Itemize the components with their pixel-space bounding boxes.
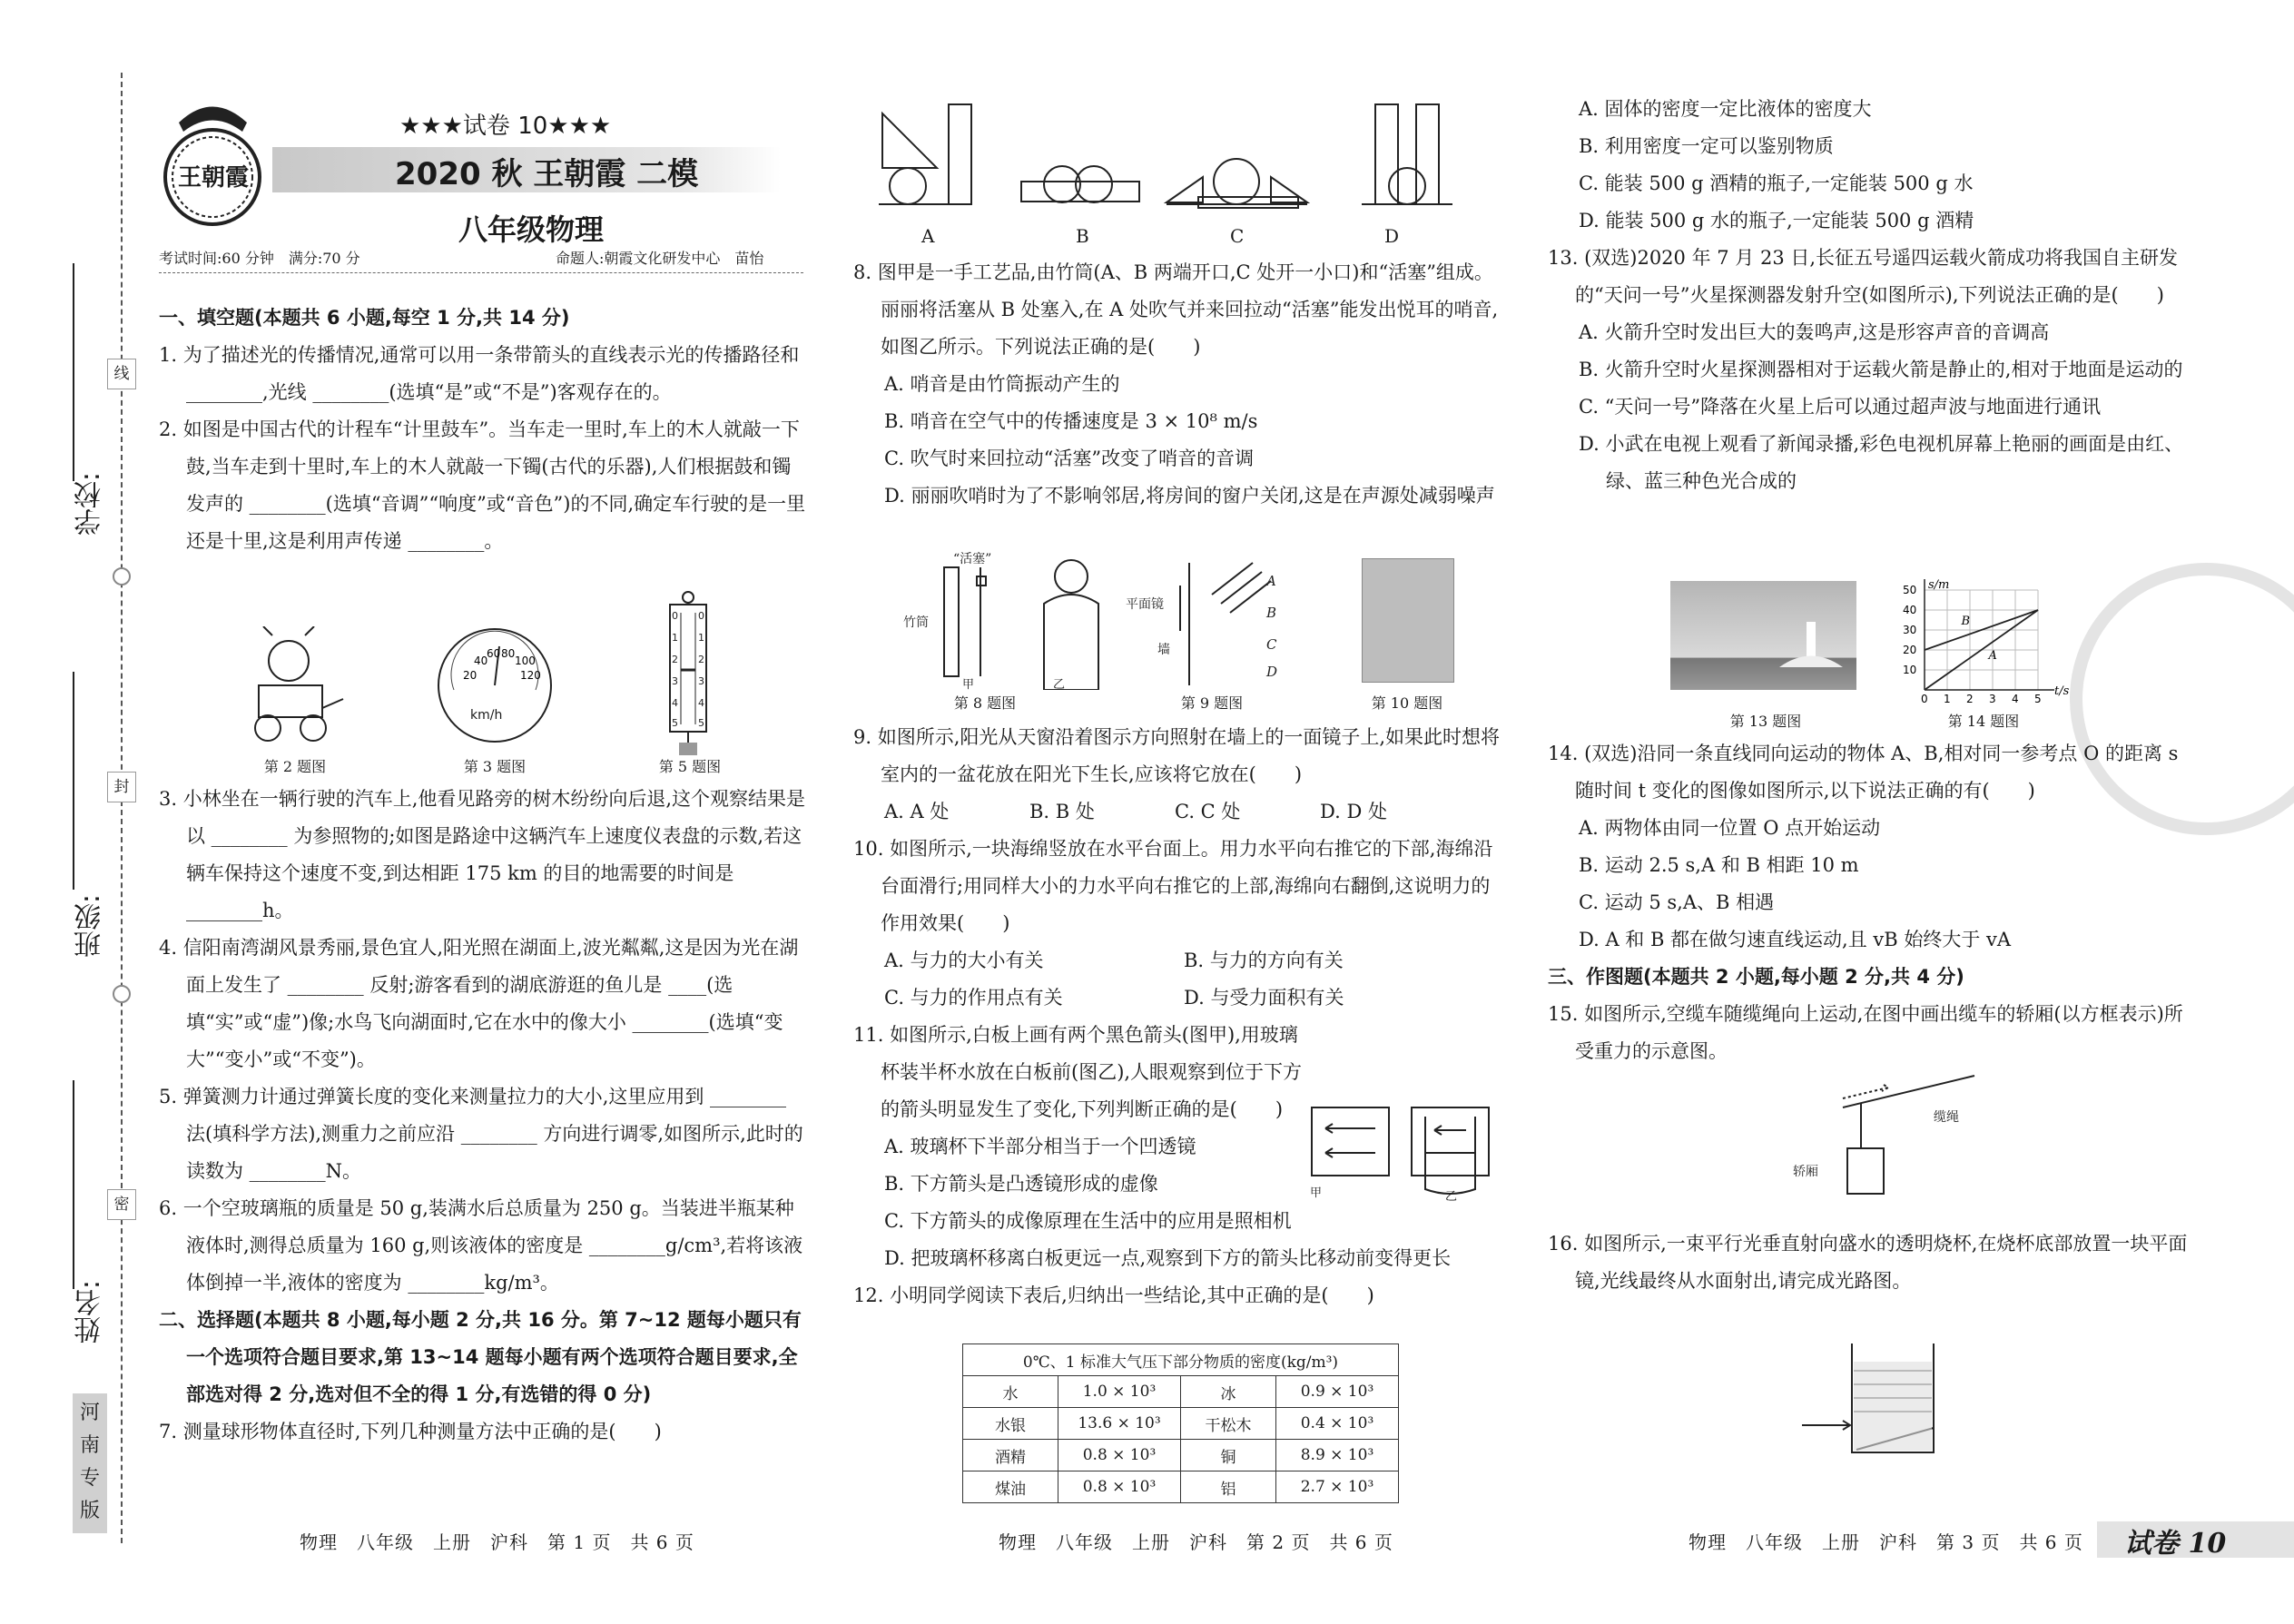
- table-row: [963, 1471, 1399, 1503]
- q10-option-d: D. 与受力面积有关: [1184, 987, 1344, 1009]
- svg-text:20: 20: [463, 669, 478, 682]
- figure-10-sponge: [1362, 558, 1454, 683]
- punch-hole-1: [113, 567, 131, 586]
- fig11-jia-label: 甲: [1310, 1186, 1323, 1200]
- author: 命题人:朝霞文化研发中心 苗怡: [556, 250, 764, 267]
- table-cell: 1.0 × 10³: [1058, 1376, 1181, 1408]
- q12-option-c: C. 能装 500 g 酒精的瓶子,一定能装 500 g 水: [1579, 172, 1974, 194]
- q7-label-a: A: [921, 225, 935, 247]
- question-8: 8. 图甲是一手工艺品,由竹筒(A、B 两端开口,C 处开一小口)和“活塞”组成。丽丽将活塞从 B 处塞入,在 A 处吹气并来回拉动“活塞”能发出悦耳的哨音,如图乙所示。下列说法正确的是( ): [853, 261, 1499, 358]
- figure-14-caption: 第 14 题图: [1947, 713, 2020, 730]
- footer-page-3: 物理 八年级 上册 沪科 第 3 页 共 6 页: [1689, 1531, 2083, 1553]
- y-tick-label: 20: [1903, 644, 1917, 656]
- q8-option-a: A. 哨音是由竹筒振动产生的: [884, 373, 1120, 395]
- q7-label-d: D: [1384, 225, 1400, 247]
- q12-option-a: A. 固体的密度一定比液体的密度大: [1579, 98, 1872, 120]
- question-9: 9. 如图所示,阳光从天窗沿着图示方向照射在墙上的一面镜子上,如果此时想将室内的一盆花放在阳光下生长,应该将它放在( ): [853, 726, 1501, 785]
- seal-word-1: 线: [107, 359, 136, 389]
- x-tick-label: 4: [2012, 693, 2019, 705]
- figure-13-rocket-photo: [1670, 581, 1856, 690]
- svg-text:4: 4: [672, 697, 678, 709]
- question-15: 15. 如图所示,空缆车随缆绳向上运动,在图中画出缆车的轿厢(以方框表示)所受重力的示意图。: [1548, 1003, 2183, 1062]
- figure-3-speedometer: [427, 626, 563, 744]
- table-cell: 13.6 × 10³: [1058, 1408, 1181, 1440]
- fig8-piston-label: “活塞”: [953, 552, 992, 566]
- exam-title: 2020 秋 王朝霞 二模: [395, 156, 699, 192]
- seal-word-3: 密: [107, 1189, 136, 1220]
- table-cell: 煤油: [963, 1471, 1058, 1503]
- q10-option-c: C. 与力的作用点有关: [884, 987, 1063, 1009]
- table-row: [963, 1440, 1399, 1471]
- figure-10-caption: 第 10 题图: [1371, 694, 1443, 712]
- rocket-icon: [1670, 581, 1856, 690]
- q11-option-a: A. 玻璃杯下半部分相当于一个凹透镜: [884, 1136, 1196, 1157]
- figure-8-caption: 第 8 题图: [953, 694, 1017, 712]
- figure-13-caption: 第 13 题图: [1729, 713, 1802, 730]
- table-cell: 水: [963, 1376, 1058, 1408]
- q13-option-c: C. “天问一号”降落在火星上后可以通过超声波与地面进行通讯: [1579, 396, 2102, 418]
- figure-3-caption: 第 3 题图: [463, 758, 527, 775]
- question-2: 2. 如图是中国古代的计程车“计里鼓车”。当车走一里时,车上的木人就敲一下鼓,当车走到十里时,车上的木人就敲一下镯(古代的乐器),人们根据鼓和镯发声的 ________(选填“音调”“响度”或“音色”)的不同,确定车行驶的是一里还是十里,这是利用声传递 ________。: [159, 418, 806, 552]
- svg-text:120: 120: [520, 669, 541, 682]
- q14-option-d: D. A 和 B 都在做匀速直线运动,且 vB 始终大于 vA: [1579, 929, 2012, 950]
- footer-page-2: 物理 八年级 上册 沪科 第 2 页 共 6 页: [999, 1531, 1393, 1553]
- figure-2-caption: 第 2 题图: [263, 758, 327, 775]
- svg-text:5: 5: [698, 717, 704, 729]
- school-label: 学校:: [74, 472, 106, 536]
- column-3-lower: [1548, 735, 2201, 1070]
- footer-page-1: 物理 八年级 上册 沪科 第 1 页 共 6 页: [300, 1531, 694, 1553]
- column-3-q16: [1548, 1225, 2201, 1300]
- question-16: 16. 如图所示,一束平行光垂直射向盛水的透明烧杯,在烧杯底部放置一块平面镜,光线最终从水面射出,请完成光路图。: [1548, 1233, 2188, 1292]
- y-tick-label: 50: [1903, 584, 1917, 596]
- section-2-heading: 二、选择题(本题共 8 小题,每小题 2 分,共 16 分。第 7~12 题每小题只有一个选项符合题目要求,第 13~14 题每小题有两个选项符合题目要求,全部选对得 2 分,选对但不全的得 1 分,有选错的得 0 分): [159, 1309, 802, 1405]
- x-tick-label: 0: [1921, 693, 1928, 705]
- question-11: 11. 如图所示,白板上画有两个黑色箭头(图甲),用玻璃杯装半杯水放在白板前(图乙),人眼观察到位于下方的箭头明显发生了变化,下列判断正确的是( ): [853, 1024, 1303, 1120]
- x-tick-label: 3: [1989, 693, 1996, 705]
- q9-options: [853, 793, 1507, 831]
- q9-option-c: C. C 处: [1175, 801, 1241, 822]
- table-row: [963, 1408, 1399, 1440]
- q11-option-b: B. 下方箭头是凸透镜形成的虚像: [884, 1173, 1158, 1195]
- svg-text:2: 2: [698, 654, 704, 665]
- question-3: 3. 小林坐在一辆行驶的汽车上,他看见路旁的树木纷纷向后退,这个观察结果是以 ________ 为参照物的;如图是路途中这辆汽车上速度仪表盘的示数,若这辆车保持这个速度不变,到达相距 175 km 的目的地需要的时间是 ________h。: [159, 788, 806, 921]
- figure-9-mirror: [1126, 558, 1289, 685]
- graph-svg: [1893, 572, 2074, 708]
- fig15-rope-label: 缆绳: [1934, 1110, 1959, 1125]
- school-line: [73, 263, 74, 481]
- figure-2-drum-cart: [236, 626, 345, 744]
- table-cell: 2.7 × 10³: [1276, 1471, 1399, 1503]
- edition-badge: 河南专版: [73, 1393, 107, 1533]
- table-cell: 铜: [1181, 1440, 1276, 1471]
- y-tick-label: 10: [1903, 664, 1917, 676]
- name-line: [73, 1080, 74, 1289]
- table-cell: 酒精: [963, 1440, 1058, 1471]
- density-table: [962, 1343, 1399, 1503]
- y-tick-label: 40: [1903, 604, 1917, 616]
- q8-option-c: C. 吹气时来回拉动“活塞”改变了哨音的音调: [884, 448, 1255, 469]
- seal-line: [121, 73, 123, 1543]
- figure-5-caption: 第 5 题图: [658, 758, 722, 775]
- svg-text:2: 2: [672, 654, 678, 665]
- footer-tag: 试卷 10: [2124, 1528, 2227, 1560]
- q8-option-d: D. 丽丽吹哨时为了不影响邻居,将房间的窗户关闭,这是在声源处减弱噪声: [884, 485, 1495, 507]
- figure-7-measurements: [871, 95, 1507, 218]
- question-12: 12. 小明同学阅读下表后,归纳出一些结论,其中正确的是( ): [853, 1284, 1374, 1306]
- table-cell: 0.9 × 10³: [1276, 1376, 1399, 1408]
- subject-title: 八年级物理: [458, 212, 605, 247]
- fig9-mirror-label: 平面镜: [1126, 597, 1164, 612]
- speedometer-unit: km/h: [470, 708, 503, 723]
- seal-word-2: 封: [107, 772, 136, 802]
- question-14: 14. (双选)沿同一条直线同向运动的物体 A、B,相对同一参考点 O 的距离 s 随时间 t 变化的图像如图所示,以下说法正确的有( ): [1548, 743, 2179, 802]
- q14-option-a: A. 两物体由同一位置 O 点开始运动: [1579, 817, 1881, 839]
- question-1: 1. 为了描述光的传播情况,通常可以用一条带箭头的直线表示光的传播路径和 ________,光线 ________(选填“是”或“不是”)客观存在的。: [159, 344, 800, 403]
- q13-option-a: A. 火箭升空时发出巨大的轰鸣声,这是形容声音的音调高: [1579, 321, 2050, 343]
- svg-text:40: 40: [474, 655, 488, 667]
- table-cell: 冰: [1181, 1376, 1276, 1408]
- q10-options-row1: [853, 942, 1507, 979]
- table-cell: 0.4 × 10³: [1276, 1408, 1399, 1440]
- figure-11-arrows: [1307, 1103, 1507, 1203]
- table-cell: 0.8 × 10³: [1058, 1440, 1181, 1471]
- q7-label-c: C: [1230, 225, 1245, 247]
- column-2: [853, 254, 1507, 515]
- exam-info: 考试时间:60 分钟 满分:70 分: [159, 250, 360, 267]
- figure-5-spring-scale: [661, 590, 715, 758]
- q10-option-a: A. 与力的大小有关: [884, 950, 1044, 971]
- q11-option-d: D. 把玻璃杯移离白板更远一点,观察到下方的箭头比移动前变得更长: [884, 1247, 1452, 1269]
- table-cell: 铝: [1181, 1471, 1276, 1503]
- punch-hole-2: [113, 985, 131, 1003]
- section-3-heading: 三、作图题(本题共 2 小题,每小题 2 分,共 4 分): [1548, 966, 1964, 988]
- q9-option-d: D. D 处: [1320, 801, 1387, 822]
- figure-16-beaker: [1797, 1339, 1961, 1457]
- svg-text:1: 1: [698, 632, 704, 644]
- svg-text:3: 3: [698, 675, 704, 687]
- svg-text:60: 60: [487, 647, 501, 660]
- header-rule: [159, 272, 803, 273]
- figure-14-graph: [1893, 572, 2074, 708]
- fig8-jia-label: 甲: [962, 678, 975, 692]
- series-label-A: A: [1988, 649, 1997, 663]
- question-7: 7. 测量球形物体直径时,下列几种测量方法中正确的是( ): [159, 1421, 662, 1442]
- question-4: 4. 信阳南湾湖风景秀丽,景色宜人,阳光照在湖面上,波光粼粼,这是因为光在湖面上发生了 ________ 反射;游客看到的湖底游逛的鱼儿是 ____(选填“实”或“虚”)像;水鸟飞向湖面时,它在水中的像大小 ________(选填“变大”“变小”或“不变”)。: [159, 937, 799, 1070]
- x-axis-label: t/s: [2054, 684, 2070, 698]
- svg-text:3: 3: [672, 675, 678, 687]
- q8-option-b: B. 哨音在空气中的传播速度是 3 × 10⁸ m/s: [884, 410, 1258, 432]
- table-cell: 干松木: [1181, 1408, 1276, 1440]
- x-tick-label: 5: [2034, 693, 2042, 705]
- question-13: 13. (双选)2020 年 7 月 23 日,长征五号遥四运载火箭成功将我国自主研发的“天问一号”火星探测器发射升空(如图所示),下列说法正确的是( ): [1548, 247, 2179, 306]
- class-line: [73, 672, 74, 890]
- column-1: [159, 300, 808, 560]
- figure-9-caption: 第 9 题图: [1180, 694, 1244, 712]
- q12-option-d: D. 能装 500 g 水的瓶子,一定能装 500 g 酒精: [1579, 210, 1974, 231]
- figure-8-whistle: [899, 549, 1108, 690]
- svg-text:A: A: [1266, 573, 1276, 589]
- q12-option-b: B. 利用密度一定可以鉴别物质: [1579, 135, 1834, 157]
- fig8-tube-label: 竹筒: [903, 615, 929, 630]
- fig8-yi-label: 乙: [1053, 678, 1066, 692]
- class-label: 班级:: [74, 894, 106, 959]
- density-table-title: 0℃、1 标准大气压下部分物质的密度(kg/m³): [963, 1344, 1399, 1376]
- svg-text:5: 5: [672, 717, 678, 729]
- series-label-B: B: [1961, 615, 1971, 628]
- section-1-heading: 一、填空题(本题共 6 小题,每空 1 分,共 14 分): [159, 307, 570, 329]
- fig15-car-label: 轿厢: [1793, 1165, 1818, 1179]
- svg-text:C: C: [1266, 636, 1277, 653]
- q11-option-c: C. 下方箭头的成像原理在生活中的应用是照相机: [884, 1210, 1292, 1232]
- density-table-wrap: [962, 1343, 1399, 1503]
- name-label: 姓名:: [74, 1280, 106, 1344]
- exam-tag: ★★★试卷 10★★★: [399, 113, 612, 140]
- column-3: [1548, 91, 2201, 500]
- table-cell: 水银: [963, 1408, 1058, 1440]
- column-1-lower: [159, 781, 808, 1451]
- fig11-yi-label: 乙: [1445, 1190, 1458, 1204]
- q14-option-c: C. 运动 5 s,A、B 相遇: [1579, 891, 1775, 913]
- svg-text:4: 4: [698, 697, 704, 709]
- y-axis-label: s/m: [1928, 578, 1950, 592]
- column-2-lower: [853, 719, 1507, 1314]
- svg-text:80: 80: [501, 647, 516, 660]
- q14-option-b: B. 运动 2.5 s,A 和 B 相距 10 m: [1579, 854, 1859, 876]
- svg-text:D: D: [1266, 664, 1278, 680]
- q10-options-row2: [853, 979, 1507, 1017]
- q7-label-b: B: [1076, 225, 1089, 247]
- q10-option-b: B. 与力的方向有关: [1184, 950, 1344, 971]
- svg-text:0: 0: [698, 610, 704, 622]
- question-5: 5. 弹簧测力计通过弹簧长度的变化来测量拉力的大小,这里应用到 ________ 法(填科学方法),测重力之前应沿 ________ 方向进行调零,如图所示,此时的读数为 ________N。: [159, 1086, 803, 1182]
- question-6: 6. 一个空玻璃瓶的质量是 50 g,装满水后总质量为 250 g。当装进半瓶某种液体时,测得总质量为 160 g,则该液体的密度是 ________g/cm³,若将该液体倒掉一半,液体的密度为 ________kg/m³。: [159, 1197, 803, 1294]
- x-tick-label: 1: [1944, 693, 1951, 705]
- logo-text: 王朝霞: [177, 164, 249, 192]
- fig9-wall-label: 墙: [1157, 643, 1170, 657]
- q9-option-b: B. B 处: [1029, 801, 1095, 822]
- x-tick-label: 2: [1966, 693, 1974, 705]
- svg-text:B: B: [1266, 605, 1277, 621]
- table-cell: 0.8 × 10³: [1058, 1471, 1181, 1503]
- y-tick-label: 30: [1903, 624, 1917, 636]
- logo: [156, 95, 270, 231]
- q13-option-b: B. 火箭升空时火星探测器相对于运载火箭是静止的,相对于地面是运动的: [1579, 359, 2183, 380]
- question-10: 10. 如图所示,一块海绵竖放在水平台面上。用力水平向右推它的下部,海绵沿台面滑行;用同样大小的力水平向右推它的上部,海绵向右翻倒,这说明力的作用效果( ): [853, 838, 1493, 934]
- svg-text:1: 1: [672, 632, 678, 644]
- table-cell: 8.9 × 10³: [1276, 1440, 1399, 1471]
- table-row: [963, 1376, 1399, 1408]
- svg-text:0: 0: [672, 610, 678, 622]
- svg-text:100: 100: [515, 655, 536, 667]
- q13-option-d: D. 小武在电视上观看了新闻录播,彩色电视机屏幕上艳丽的画面是由红、绿、蓝三种色光合成的: [1579, 433, 2184, 492]
- q9-option-a: A. A 处: [884, 801, 950, 822]
- figure-15-cable-car: [1788, 1071, 1997, 1198]
